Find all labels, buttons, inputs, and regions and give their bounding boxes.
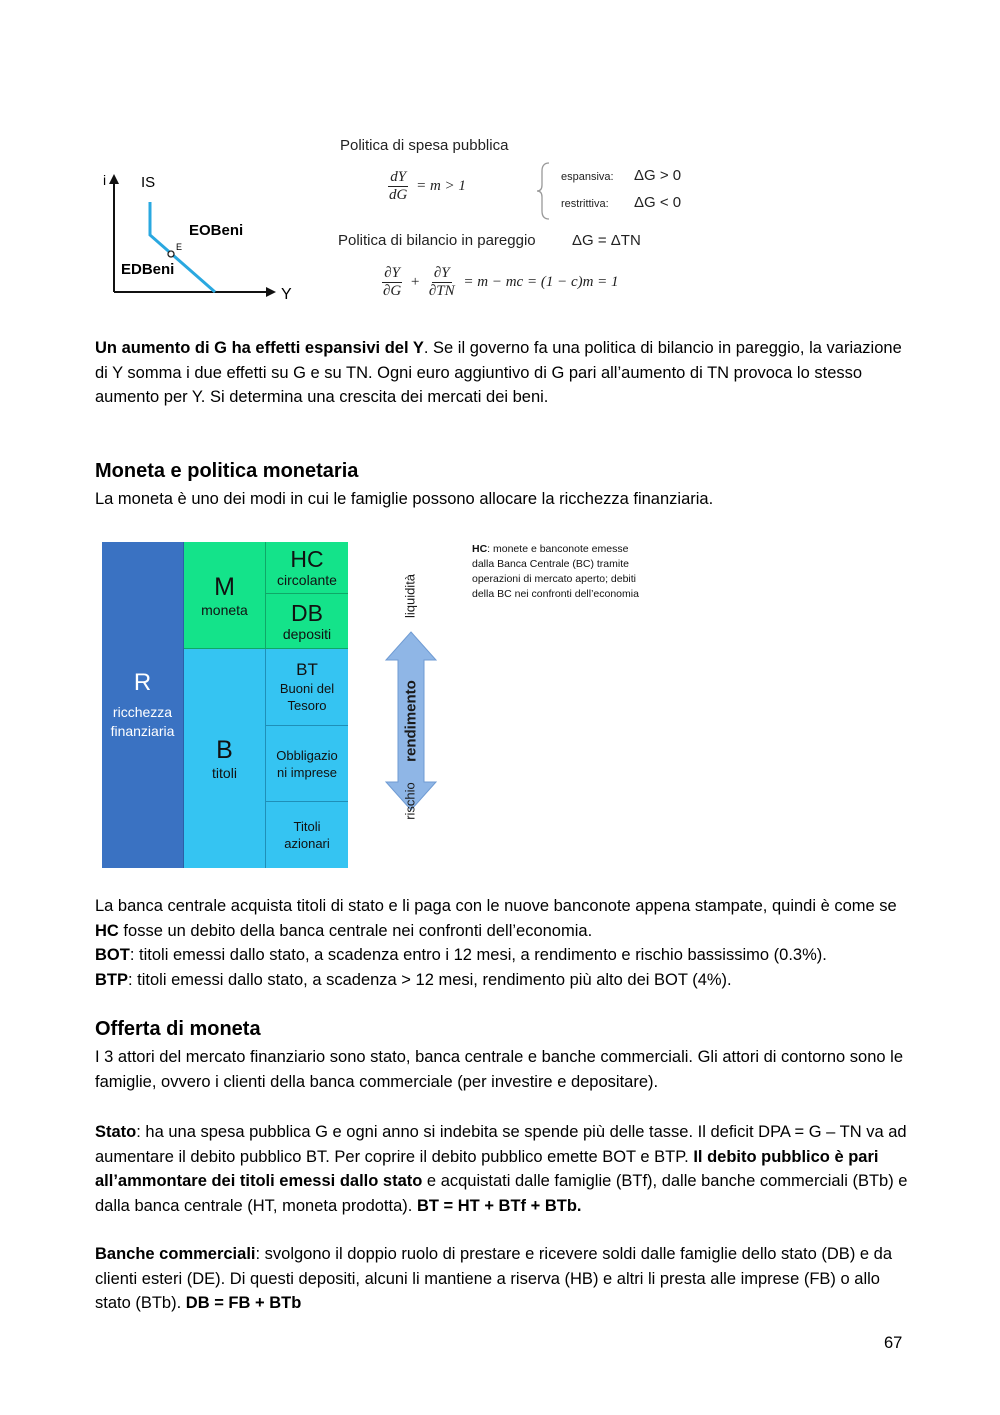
bilancio-condition: ΔG = ΔTN [572, 232, 641, 249]
bc-text1: La banca centrale acquista titoli di stato e li paga con le nuove banconote appena stampate, quindi è come se [95, 897, 897, 915]
plus-sign: + [410, 273, 421, 290]
bc-text2: fosse un debito della banca centrale nei confronti dell’economia. [118, 921, 593, 940]
note-line3: operazioni di mercato aperto; debiti [472, 573, 637, 585]
box-r-text1: ricchezza [112, 704, 173, 720]
spesa-eq-rest: = m > 1 [416, 177, 466, 194]
box-b-text: titoli [212, 765, 237, 781]
box-ob-text1: Obbligazio [276, 747, 338, 763]
stato-text1: : ha una spesa pubblica G e ogni anno si indebita se spende più delle tasse. Il deficit DPA = G – TN va ad aumentare il debito pubblico BT. Per coprire il debito pubblico emette BOT e BTP. [95, 1123, 907, 1166]
banche-label: Banche commerciali [95, 1245, 256, 1263]
bilancio-equation [378, 265, 619, 300]
bilancio-title: Politica di bilancio in pareggio [338, 232, 536, 249]
hc-definition-note [472, 542, 672, 602]
btp-text: : titoli emessi dallo stato, a scadenza > 12 mesi, rendimento più alto dei BOT (4%). [128, 970, 732, 989]
box-m-text: moneta [201, 601, 248, 618]
box-b-letter: B [216, 736, 233, 764]
box-hc-text: circolante [277, 572, 337, 588]
stato-label: Stato [95, 1123, 137, 1141]
box-r-ricchezza [102, 542, 184, 868]
bot-label: BOT [95, 946, 130, 964]
box-r-text2: finanziaria [110, 723, 175, 739]
note-line4: della BC nei confronti dell’economia [472, 588, 639, 600]
note-line2: dalla Banca Centrale (BC) tramite [472, 558, 629, 570]
paragraph-banche-commerciali [95, 1242, 910, 1316]
box-hc-letter: HC [290, 546, 324, 572]
offerta-intro: I 3 attori del mercato finanziario sono stato, banca centrale e banche commerciali. Gli attori di contorno sono le famiglie, ovvero i clienti della banca commerciale (per investire e depositare). [95, 1048, 904, 1091]
box-m-moneta [184, 542, 266, 649]
money-diagram [102, 542, 662, 868]
box-ta-text2: azionari [284, 836, 330, 851]
box-ta-text1: Titoli [293, 819, 321, 834]
page-number: 67 [884, 1334, 903, 1352]
espansiva-condition: ΔG > 0 [634, 167, 682, 184]
arrow-label-rendimento: rendimento [402, 680, 420, 762]
axis-i-label: i [103, 172, 107, 188]
dy-dtn-partial: $\frac{\partial Y}{\partial TN}$ [428, 265, 455, 299]
btp-label: BTP [95, 970, 128, 989]
dy-dg-partial: $\frac{\partial Y}{\partial G}$ [383, 265, 402, 299]
restrittiva-condition: ΔG < 0 [634, 194, 682, 211]
heading-moneta: Moneta e politica monetaria [95, 460, 359, 482]
y-axis-arrow [109, 174, 119, 184]
paragraph-banca-centrale [95, 894, 910, 992]
x-axis-arrow [266, 287, 276, 297]
paragraph-effetti-g [95, 336, 910, 410]
banche-formula: DB = FB + BTb [185, 1294, 302, 1312]
box-db-text: depositi [282, 625, 332, 642]
spesa-equation [384, 169, 466, 204]
box-r-letter: R [133, 669, 152, 696]
dy-dg-fraction: $\frac{dY}{dG}$ [389, 169, 408, 203]
box-bt-text1: Buoni del [279, 681, 335, 696]
is-label: IS [141, 174, 156, 191]
box-hc-circolante [266, 542, 348, 594]
bot-text: : titoli emessi dallo stato, a scadenza entro i 12 mesi, a rendimento e rischio bassissimo (0.3%). [129, 946, 827, 964]
note-hc-bold: HC [472, 543, 488, 555]
spesa-title: Politica di spesa pubblica [340, 137, 509, 154]
banche-text1: : svolgono il doppio ruolo di prestare e ricevere soldi dalle famiglie dello stato (DB) e da clienti esteri (DE). Di questi depositi, alcuni li mantiene a riserva (HB) e altri li presta alle imprese (FB) o allo stato (BTb). [95, 1245, 893, 1312]
stato-formula: BT = HT + BTf + BTb. [416, 1196, 582, 1215]
arrow-label-liquidita: liquidità [402, 573, 418, 619]
is-graph [100, 170, 300, 305]
curly-brace [536, 161, 552, 221]
stato-text2: e acquistati dalle famiglie (BTf), dalle banche commerciali (BTb) e dalla banca centrale (HT, moneta prodotta). [95, 1172, 908, 1215]
edbeni-label: EDBeni [121, 261, 175, 278]
box-bt-text2: Tesoro [287, 698, 327, 713]
box-titoli-azionari [266, 802, 348, 868]
box-b-titoli [184, 649, 266, 868]
heading-offerta-moneta: Offerta di moneta [95, 1018, 261, 1040]
box-db-depositi [266, 594, 348, 649]
box-bt-letter: BT [296, 660, 318, 679]
note-line1: : monete e banconote emesse [487, 543, 629, 555]
bilancio-eq-rest: = m − mc = (1 − c)m = 1 [463, 273, 619, 290]
paragraph-effetti-g-bold: Un aumento di G ha effetti espansivi del Y [95, 339, 424, 357]
stato-bold2: Il debito pubblico è pari all’ammontare dei titoli emessi dallo stato [95, 1147, 879, 1190]
espansiva-label: espansiva: [561, 171, 614, 183]
restrittiva-label: restrittiva: [561, 198, 609, 210]
box-bt-buoni [266, 649, 348, 726]
arrow-label-rischio: rischio [402, 782, 418, 820]
paragraph-effetti-g-text: . Se il governo fa una politica di bilancio in pareggio, la variazione di Y somma i due effetti su G e su TN. Ogni euro aggiuntivo di G pari all’aumento di TN provoca lo stesso aumento per Y. Si determina una crescita dei mercati dei beni. [95, 339, 902, 406]
bc-hc-bold: HC [95, 921, 119, 940]
eobeni-label: EOBeni [189, 222, 244, 239]
spesa-pubblica-block [340, 137, 700, 312]
is-curve [150, 202, 215, 292]
box-m-letter: M [214, 572, 235, 601]
paragraph-stato [95, 1120, 910, 1218]
equilibrium-point [168, 251, 174, 257]
point-e-label: E [176, 242, 183, 252]
box-db-letter: DB [291, 599, 323, 626]
moneta-intro: La moneta è uno dei modi in cui le famiglie possono allocare la ricchezza finanziaria. [95, 490, 714, 508]
box-obbligazioni [266, 726, 348, 802]
box-ob-text2: ni imprese [277, 764, 337, 780]
axis-y-label: Y [281, 286, 292, 303]
